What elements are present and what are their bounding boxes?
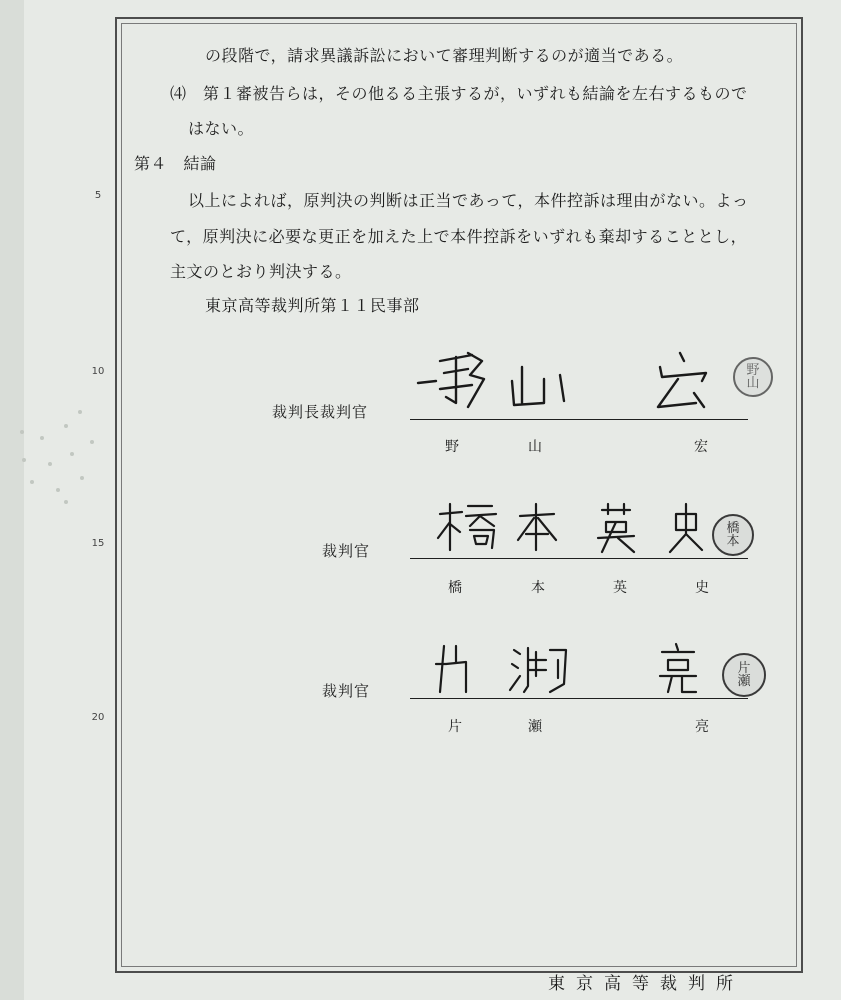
printed-name-char: 史 <box>695 580 709 596</box>
judge-title: 裁判長裁判官 <box>272 403 369 421</box>
handwritten-signature <box>410 345 730 425</box>
line-number-5: 5 <box>94 190 102 201</box>
printed-name-char: 本 <box>531 580 545 596</box>
printed-name-char: 英 <box>613 580 627 596</box>
signature-line <box>410 698 748 699</box>
printed-name-char: 山 <box>528 439 542 455</box>
page-edge <box>0 0 24 1000</box>
signature-line <box>410 558 748 559</box>
line-number-10: 10 <box>91 366 105 377</box>
printed-name-char: 片 <box>448 719 462 735</box>
court-division: 東京高等裁判所第１１民事部 <box>205 296 420 315</box>
body-line-7: 主文のとおり判決する。 <box>170 262 352 281</box>
personal-seal: 橋 本 <box>712 514 754 556</box>
footer-court-name: 東京高等裁判所 <box>548 974 744 994</box>
personal-seal: 片 瀬 <box>722 653 766 697</box>
line-number-20: 20 <box>91 712 105 723</box>
signature-line <box>410 419 748 420</box>
printed-name-char: 橋 <box>448 580 462 596</box>
printed-name-char: 宏 <box>694 439 708 455</box>
page-frame-inner <box>121 23 797 967</box>
printed-name-char: 亮 <box>695 719 709 735</box>
handwritten-signature <box>430 640 740 710</box>
body-line-6: て，原判決に必要な更正を加えた上で本件控訴をいずれも棄却することとし， <box>170 227 748 246</box>
line-number-15: 15 <box>91 538 105 549</box>
section-heading-conclusion: 第４ 結論 <box>134 154 217 173</box>
judge-title: 裁判官 <box>322 542 371 560</box>
body-line-1: の段階で，請求異議訴訟において審理判断するのが適当である。 <box>205 46 684 65</box>
handwritten-signature <box>430 500 740 570</box>
personal-seal: 野 山 <box>733 357 773 397</box>
body-line-5: 以上によれば，原判決の判断は正当であって，本件控訴は理由がない。よっ <box>188 191 749 210</box>
body-line-3: はない。 <box>188 119 255 138</box>
judge-title: 裁判官 <box>322 682 371 700</box>
printed-name-char: 野 <box>445 439 459 455</box>
body-line-2: ⑷ 第１審被告らは，その他るる主張するが，いずれも結論を左右するもので <box>170 84 748 103</box>
printed-name-char: 瀬 <box>528 719 542 735</box>
